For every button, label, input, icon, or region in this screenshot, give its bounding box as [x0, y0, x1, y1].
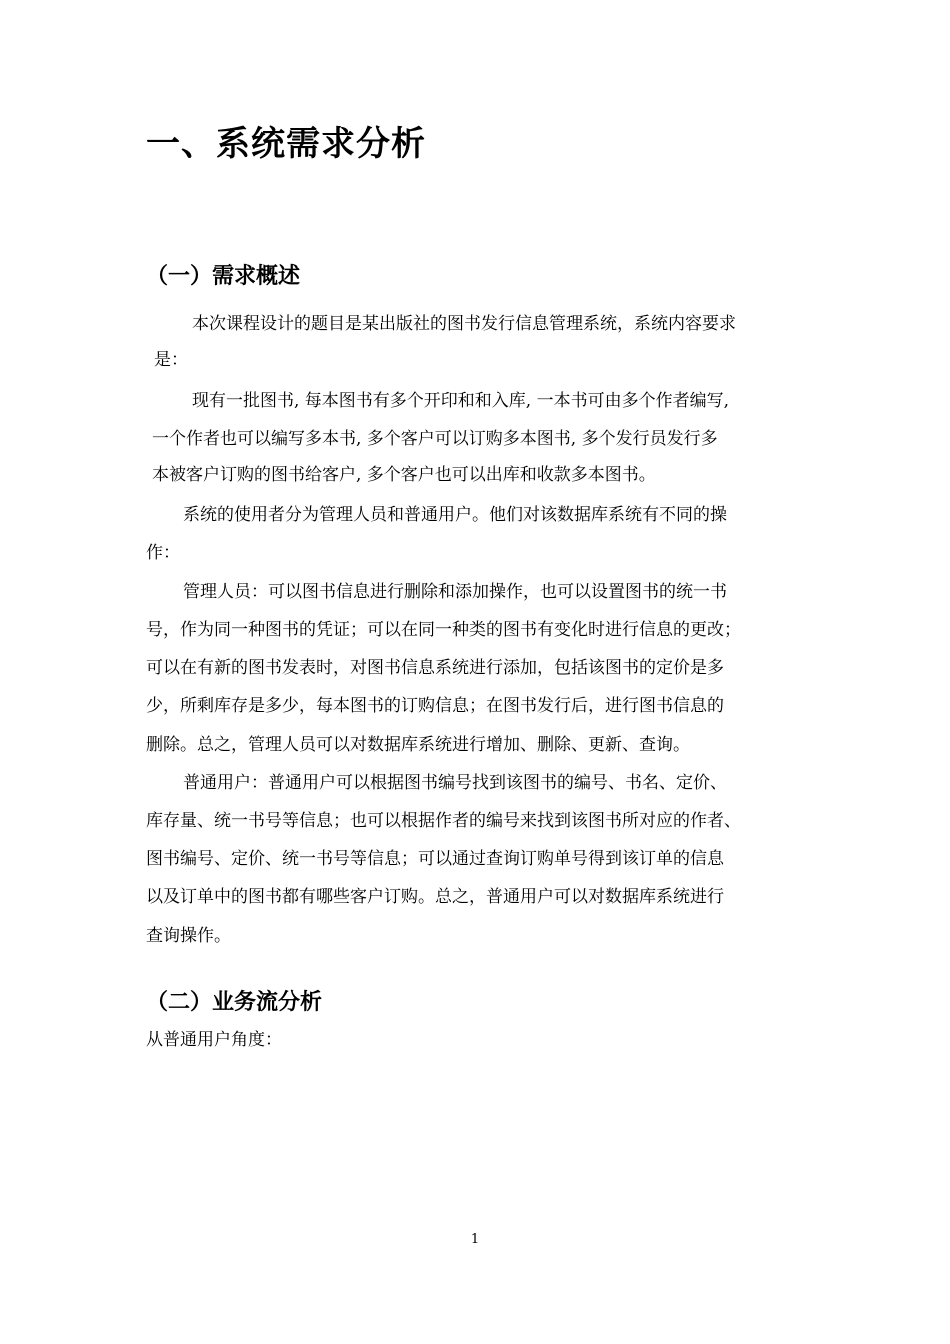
paragraph-line: 少，所剩库存是多少，每本图书的订购信息；在图书发行后，进行图书信息的: [146, 696, 724, 716]
paragraph-line: 管理人员：可以图书信息进行删除和添加操作，也可以设置图书的统一书: [183, 582, 727, 602]
paragraph-line: 从普通用户角度：: [146, 1030, 282, 1050]
paragraph-line: 是：: [154, 350, 188, 370]
paragraph-line: 本次课程设计的题目是某出版社的图书发行信息管理系统，系统内容要求: [192, 314, 736, 334]
paragraph-line: 库存量、统一书号等信息；也可以根据作者的编号来找到该图书所对应的作者、: [146, 811, 741, 831]
page-number: 1: [470, 1232, 480, 1247]
paragraph-line: 删除。总之，管理人员可以对数据库系统进行增加、删除、更新、查询。: [146, 735, 690, 755]
section-heading-1: （一）需求概述: [146, 264, 301, 289]
paragraph-line: 作：: [146, 543, 180, 563]
paragraph-line: 普通用户：普通用户可以根据图书编号找到该图书的编号、书名、定价、: [183, 773, 727, 793]
paragraph-line: 一个作者也可以编写多本书, 多个客户可以订购多本图书, 多个发行员发行多: [152, 429, 718, 449]
paragraph-line: 现有一批图书, 每本图书有多个开印和和入库, 一本书可由多个作者编写,: [192, 391, 730, 411]
section-heading-2: （二）业务流分析: [146, 990, 323, 1015]
paragraph-line: 可以在有新的图书发表时，对图书信息系统进行添加，包括该图书的定价是多: [146, 658, 724, 678]
paragraph-line: 图书编号、定价、统一书号等信息；可以通过查询订购单号得到该订单的信息: [146, 849, 724, 869]
paragraph-line: 系统的使用者分为管理人员和普通用户。他们对该数据库系统有不同的操: [183, 505, 727, 525]
paragraph-line: 以及订单中的图书都有哪些客户订购。总之，普通用户可以对数据库系统进行: [146, 887, 724, 907]
paragraph-line: 查询操作。: [146, 926, 231, 946]
paragraph-line: 本被客户订购的图书给客户, 多个客户也可以出库和收款多本图书。: [152, 465, 656, 485]
page-title: 一、系统需求分析: [146, 124, 426, 164]
paragraph-line: 号，作为同一种图书的凭证；可以在同一种类的图书有变化时进行信息的更改；: [146, 620, 741, 640]
